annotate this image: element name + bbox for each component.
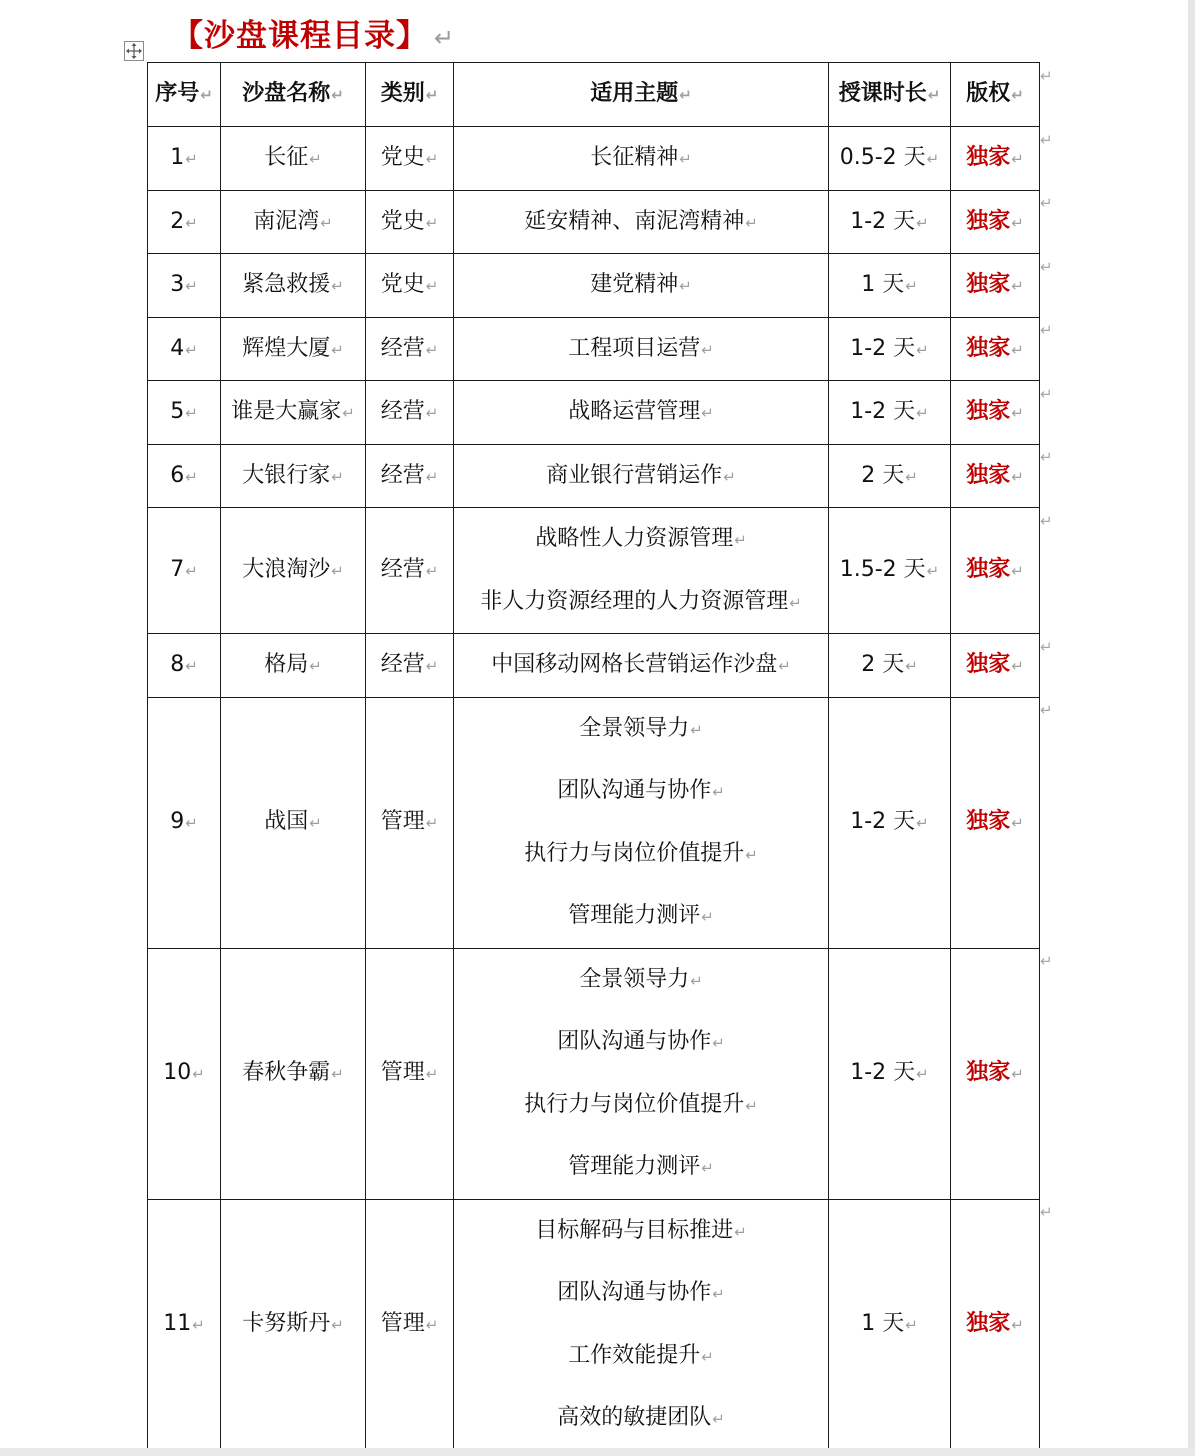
cell-category — [366, 697, 454, 948]
paragraph-mark: ↵ — [1011, 86, 1024, 105]
paragraph-mark: ↵ — [778, 657, 791, 675]
paragraph-mark: ↵ — [712, 1410, 725, 1428]
topic-text: 团队沟通与协作 — [557, 778, 712, 803]
paragraph-mark: ↵ — [185, 467, 198, 486]
table-row — [148, 444, 1040, 508]
paragraph-mark: ↵ — [1011, 814, 1024, 833]
paragraph-mark: ↵ — [723, 467, 736, 486]
cell-no — [148, 1199, 221, 1450]
cell-name — [221, 317, 366, 381]
topic-line — [454, 698, 828, 761]
column-header-label: 沙盘名称 — [242, 81, 331, 107]
paragraph-mark: ↵ — [425, 340, 439, 359]
paragraph-mark: ↵ — [342, 404, 355, 423]
cell-name-text: 卡努斯丹 — [242, 1311, 331, 1337]
cell-category — [366, 508, 454, 634]
cell-copyright-text: 独家 — [966, 335, 1011, 361]
cell-category-text: 管理 — [380, 1311, 425, 1337]
column-header-label: 版权 — [966, 81, 1011, 107]
paragraph-mark: ↵ — [1011, 467, 1024, 486]
cell-duration — [829, 634, 951, 698]
paragraph-mark: ↵ — [192, 1316, 205, 1335]
cell-duration — [829, 697, 951, 948]
paragraph-mark: ↵ — [425, 277, 439, 296]
row-end-mark: ↵ — [1040, 511, 1053, 530]
topic-line — [454, 571, 828, 634]
cell-duration — [829, 1199, 951, 1450]
paragraph-mark: ↵ — [745, 845, 758, 864]
topic-line — [454, 760, 828, 823]
topic-text: 中国移动网格长营销运作沙盘 — [491, 652, 778, 677]
paragraph-mark: ↵ — [425, 1316, 439, 1335]
cell-name — [221, 948, 366, 1199]
paragraph-mark: ↵ — [701, 908, 714, 926]
paragraph-mark: ↵ — [905, 277, 918, 296]
cell-name — [221, 254, 366, 318]
cell-copyright — [951, 948, 1040, 1199]
table-body — [148, 127, 1040, 1451]
row-end-mark: ↵ — [1040, 130, 1053, 149]
document-title — [172, 10, 455, 55]
table-row — [148, 127, 1040, 191]
cell-name-text: 谁是大赢家 — [231, 399, 342, 425]
cell-category-text: 管理 — [380, 809, 425, 835]
cell-name-text: 大银行家 — [242, 462, 331, 488]
cell-category — [366, 254, 454, 318]
topic-text: 工程项目运营 — [568, 335, 701, 361]
paragraph-mark: ↵ — [425, 814, 439, 833]
column-header-no — [148, 63, 221, 127]
cell-no — [148, 127, 221, 191]
cell-no-text: 2 — [170, 208, 185, 234]
cell-category-text: 经营 — [380, 652, 425, 678]
row-end-mark: ↵ — [1040, 952, 1053, 970]
cell-category-text: 经营 — [380, 399, 425, 425]
topic-text: 长征精神 — [590, 145, 679, 170]
paragraph-mark: ↵ — [926, 150, 940, 169]
topic-text: 战略性人力资源管理 — [535, 526, 734, 551]
cell-topics — [454, 444, 829, 508]
paragraph-mark: ↵ — [745, 1096, 758, 1115]
row-end-mark: ↵ — [1040, 194, 1053, 212]
cell-copyright-text: 独家 — [966, 145, 1011, 171]
cell-duration-text: 1-2 天 — [850, 399, 916, 425]
cell-copyright-text: 独家 — [966, 557, 1011, 583]
row-end-mark: ↵ — [1040, 384, 1053, 403]
table-row — [148, 508, 1040, 634]
topic-text: 战略运营管理 — [568, 399, 701, 424]
topic-line — [454, 318, 828, 381]
cell-duration-text: 2 天 — [861, 462, 905, 488]
cell-duration — [829, 254, 951, 318]
cell-no — [148, 190, 221, 254]
paragraph-mark: ↵ — [185, 213, 198, 232]
cell-category-text: 经营 — [380, 557, 425, 583]
topic-text: 管理能力测评 — [568, 1154, 701, 1179]
paragraph-mark: ↵ — [701, 1347, 714, 1366]
cell-topics — [454, 127, 829, 191]
topic-text: 目标解码与目标推进 — [535, 1217, 734, 1243]
cell-copyright — [951, 190, 1040, 254]
cell-name-text: 大浪淘沙 — [242, 557, 331, 583]
table-row — [148, 634, 1040, 698]
cell-duration-text: 1-2 天 — [850, 208, 916, 234]
paragraph-mark: ↵ — [701, 404, 714, 422]
topic-text: 执行力与岗位价值提升 — [524, 840, 745, 866]
cell-category — [366, 381, 454, 445]
cell-copyright — [951, 317, 1040, 381]
paragraph-mark: ↵ — [690, 971, 703, 990]
topic-text: 团队沟通与协作 — [557, 1280, 712, 1305]
cell-copyright — [951, 634, 1040, 698]
row-end-mark: ↵ — [1040, 66, 1053, 85]
paragraph-mark: ↵ — [905, 657, 918, 676]
paragraph-mark: ↵ — [320, 213, 333, 232]
paragraph-mark: ↵ — [789, 593, 802, 612]
topic-line — [454, 191, 828, 254]
cell-no-text: 6 — [170, 462, 185, 488]
paragraph-mark: ↵ — [425, 562, 439, 581]
topic-text: 高效的敏捷团队 — [557, 1405, 712, 1430]
paragraph-mark: ↵ — [926, 562, 940, 581]
topic-text: 全景领导力 — [579, 715, 690, 741]
cell-category — [366, 948, 454, 1199]
cell-duration-text: 1.5-2 天 — [839, 557, 926, 583]
cell-duration-text: 1 天 — [861, 272, 905, 298]
cell-name-text: 紧急救援 — [242, 272, 331, 298]
table-header — [148, 63, 1040, 127]
paragraph-mark: ↵ — [679, 277, 692, 295]
paragraph-mark: ↵ — [690, 720, 703, 739]
paragraph-mark: ↵ — [916, 1065, 929, 1084]
cell-topics — [454, 1199, 829, 1450]
topic-text: 全景领导力 — [579, 966, 690, 992]
topic-line — [454, 445, 828, 508]
cell-name-text: 格局 — [264, 652, 309, 678]
topic-line — [454, 885, 828, 948]
cell-copyright-text: 独家 — [966, 399, 1011, 425]
paragraph-mark: ↵ — [309, 814, 322, 833]
cell-name — [221, 190, 366, 254]
cell-no — [148, 317, 221, 381]
cell-name — [221, 444, 366, 508]
topic-line — [454, 949, 828, 1012]
cell-copyright-text: 独家 — [966, 1060, 1011, 1086]
course-catalog-table — [147, 62, 1040, 1451]
table-row — [148, 697, 1040, 948]
cell-no-text: 4 — [170, 335, 185, 361]
topic-line — [454, 1387, 828, 1450]
column-header-topic — [454, 63, 829, 127]
topic-line — [454, 1011, 828, 1074]
paragraph-mark: ↵ — [1011, 404, 1024, 423]
column-header-label: 适用主题 — [590, 81, 679, 107]
cell-no — [148, 254, 221, 318]
cell-topics — [454, 508, 829, 634]
paragraph-mark: ↵ — [1011, 562, 1024, 581]
paragraph-mark: ↵ — [425, 213, 439, 232]
paragraph-mark: ↵ — [1011, 1316, 1024, 1335]
paragraph-mark: ↵ — [1011, 150, 1024, 169]
topic-text: 延安精神、南泥湾精神 — [524, 208, 745, 234]
cell-name — [221, 634, 366, 698]
topic-text: 团队沟通与协作 — [557, 1029, 712, 1054]
paragraph-mark: ↵ — [679, 150, 692, 168]
cell-category — [366, 1199, 454, 1450]
paragraph-mark: ↵ — [425, 657, 439, 676]
paragraph-mark: ↵ — [734, 1222, 747, 1241]
cell-duration — [829, 317, 951, 381]
paragraph-mark: ↵ — [185, 340, 198, 359]
table-row — [148, 948, 1040, 1199]
row-end-mark: ↵ — [1040, 448, 1053, 466]
cell-category-text: 党史 — [380, 272, 425, 298]
cell-copyright-text: 独家 — [966, 462, 1011, 488]
paragraph-mark: ↵ — [425, 467, 439, 486]
cell-duration — [829, 948, 951, 1199]
paragraph-mark: ↵ — [712, 1034, 725, 1052]
cell-copyright — [951, 697, 1040, 948]
table-move-handle-icon[interactable] — [124, 41, 144, 61]
cell-category — [366, 634, 454, 698]
cell-copyright-text: 独家 — [966, 652, 1011, 678]
paragraph-mark: ↵ — [701, 1159, 714, 1177]
cell-topics — [454, 190, 829, 254]
paragraph-mark: ↵ — [331, 1065, 344, 1084]
column-header-copyright — [951, 63, 1040, 127]
column-header-label: 授课时长 — [838, 81, 927, 107]
paragraph-mark: ↵ — [701, 340, 714, 359]
cell-no-text: 8 — [170, 652, 185, 678]
cell-copyright-text: 独家 — [966, 208, 1011, 234]
cell-no — [148, 948, 221, 1199]
row-end-mark: ↵ — [1040, 321, 1053, 339]
paragraph-mark: ↵ — [331, 562, 344, 581]
paragraph-mark: ↵ — [745, 213, 758, 232]
column-header-label: 类别 — [380, 81, 425, 107]
topic-line — [454, 1262, 828, 1325]
column-header-name — [221, 63, 366, 127]
column-header-category — [366, 63, 454, 127]
paragraph-mark: ↵ — [927, 86, 941, 105]
title-text: 【沙盘课程目录】 — [172, 18, 428, 54]
cell-name-text: 辉煌大厦 — [242, 335, 331, 361]
cell-duration — [829, 381, 951, 445]
topic-text: 非人力资源经理的人力资源管理 — [480, 588, 789, 614]
paragraph-mark: ↵ — [916, 814, 929, 833]
paragraph-mark: ↵ — [331, 86, 344, 105]
cell-category — [366, 444, 454, 508]
paragraph-mark: ↵ — [1011, 1065, 1024, 1084]
cell-copyright-text: 独家 — [966, 272, 1011, 298]
cell-no-text: 5 — [170, 399, 185, 425]
paragraph-mark: ↵ — [425, 150, 439, 169]
paragraph-mark: ↵ — [331, 1316, 344, 1335]
cell-no — [148, 508, 221, 634]
paragraph-mark: ↵ — [185, 150, 198, 169]
paragraph-mark: ↵ — [434, 24, 456, 52]
topic-line — [454, 1325, 828, 1388]
cell-name-text: 长征 — [264, 145, 309, 171]
cell-no-text: 10 — [163, 1060, 192, 1086]
cell-copyright — [951, 254, 1040, 318]
paragraph-mark: ↵ — [200, 86, 213, 105]
row-end-mark: ↵ — [1040, 701, 1053, 719]
topic-line — [454, 127, 828, 190]
paragraph-mark: ↵ — [916, 213, 929, 232]
paragraph-mark: ↵ — [905, 1316, 918, 1335]
cell-topics — [454, 697, 829, 948]
paragraph-mark: ↵ — [425, 86, 439, 105]
cell-duration-text: 1 天 — [861, 1311, 905, 1337]
paragraph-mark: ↵ — [916, 340, 929, 359]
cell-duration — [829, 190, 951, 254]
paragraph-mark: ↵ — [185, 657, 198, 676]
cell-name — [221, 508, 366, 634]
topic-text: 工作效能提升 — [568, 1342, 701, 1368]
table-row — [148, 190, 1040, 254]
cell-duration-text: 1-2 天 — [850, 809, 916, 835]
cell-topics — [454, 634, 829, 698]
cell-no-text: 9 — [170, 809, 185, 835]
cell-name — [221, 381, 366, 445]
paragraph-mark: ↵ — [712, 783, 725, 801]
table-row — [148, 317, 1040, 381]
topic-line — [454, 1136, 828, 1199]
paragraph-mark: ↵ — [1011, 213, 1024, 232]
topic-text: 建党精神 — [590, 272, 679, 297]
cell-duration — [829, 508, 951, 634]
cell-topics — [454, 948, 829, 1199]
paragraph-mark: ↵ — [309, 657, 322, 676]
cell-duration-text: 0.5-2 天 — [839, 145, 926, 171]
cell-name — [221, 697, 366, 948]
cell-category-text: 党史 — [380, 145, 425, 171]
cell-no-text: 1 — [170, 145, 185, 171]
cell-copyright — [951, 127, 1040, 191]
paragraph-mark: ↵ — [712, 1285, 725, 1303]
cell-topics — [454, 254, 829, 318]
paragraph-mark: ↵ — [185, 814, 198, 833]
cell-name — [221, 1199, 366, 1450]
cell-category — [366, 317, 454, 381]
cell-copyright — [951, 444, 1040, 508]
row-end-mark: ↵ — [1040, 257, 1053, 276]
cell-category-text: 党史 — [380, 208, 425, 234]
cell-no — [148, 444, 221, 508]
page-edge — [1188, 0, 1195, 1456]
column-header-label: 序号 — [155, 81, 200, 107]
paragraph-mark: ↵ — [1011, 657, 1024, 676]
paragraph-mark: ↵ — [425, 404, 439, 423]
cell-no-text: 3 — [170, 272, 185, 298]
topic-text: 商业银行营销运作 — [546, 462, 723, 488]
table-row — [148, 381, 1040, 445]
cell-category-text: 管理 — [380, 1060, 425, 1086]
topic-line — [454, 1200, 828, 1263]
cell-copyright-text: 独家 — [966, 1311, 1011, 1337]
cell-topics — [454, 381, 829, 445]
cell-copyright — [951, 381, 1040, 445]
cell-no — [148, 697, 221, 948]
cell-name-text: 战国 — [264, 809, 309, 835]
cell-name-text: 春秋争霸 — [242, 1060, 331, 1086]
cell-duration-text: 2 天 — [861, 652, 905, 678]
row-end-mark: ↵ — [1040, 1203, 1053, 1221]
paragraph-mark: ↵ — [185, 404, 198, 423]
table-row — [148, 254, 1040, 318]
cell-category — [366, 127, 454, 191]
topic-text: 管理能力测评 — [568, 903, 701, 928]
cell-category — [366, 190, 454, 254]
cell-duration — [829, 127, 951, 191]
cell-duration-text: 1-2 天 — [850, 1060, 916, 1086]
paragraph-mark: ↵ — [916, 404, 929, 423]
header-row — [148, 63, 1040, 127]
cell-no — [148, 381, 221, 445]
topic-line — [454, 381, 828, 444]
row-end-mark: ↵ — [1040, 637, 1053, 656]
column-header-duration — [829, 63, 951, 127]
paragraph-mark: ↵ — [734, 531, 747, 549]
topic-line — [454, 634, 828, 697]
topic-line — [454, 823, 828, 886]
paragraph-mark: ↵ — [679, 86, 692, 105]
cell-category-text: 经营 — [380, 462, 425, 488]
topic-text: 执行力与岗位价值提升 — [524, 1091, 745, 1117]
cell-copyright — [951, 1199, 1040, 1450]
paragraph-mark: ↵ — [309, 150, 322, 169]
paragraph-mark: ↵ — [905, 467, 918, 486]
paragraph-mark: ↵ — [185, 277, 198, 296]
cell-category-text: 经营 — [380, 335, 425, 361]
topic-line — [454, 508, 828, 571]
cell-duration — [829, 444, 951, 508]
cell-name — [221, 127, 366, 191]
paragraph-mark: ↵ — [185, 562, 198, 581]
cell-copyright — [951, 508, 1040, 634]
paragraph-mark: ↵ — [425, 1065, 439, 1084]
cell-topics — [454, 317, 829, 381]
paragraph-mark: ↵ — [331, 467, 344, 486]
paragraph-mark: ↵ — [1011, 277, 1024, 296]
paragraph-mark: ↵ — [331, 277, 344, 296]
cell-no-text: 11 — [163, 1311, 192, 1337]
cell-duration-text: 1-2 天 — [850, 335, 916, 361]
topic-line — [454, 254, 828, 317]
table-row — [148, 1199, 1040, 1450]
cell-no — [148, 634, 221, 698]
topic-line — [454, 1074, 828, 1137]
paragraph-mark: ↵ — [1011, 340, 1024, 359]
paragraph-mark: ↵ — [331, 340, 344, 359]
cell-copyright-text: 独家 — [966, 809, 1011, 835]
paragraph-mark: ↵ — [192, 1065, 205, 1084]
cell-name-text: 南泥湾 — [253, 208, 320, 234]
cell-no-text: 7 — [170, 557, 185, 583]
bottom-strip — [0, 1448, 1195, 1456]
